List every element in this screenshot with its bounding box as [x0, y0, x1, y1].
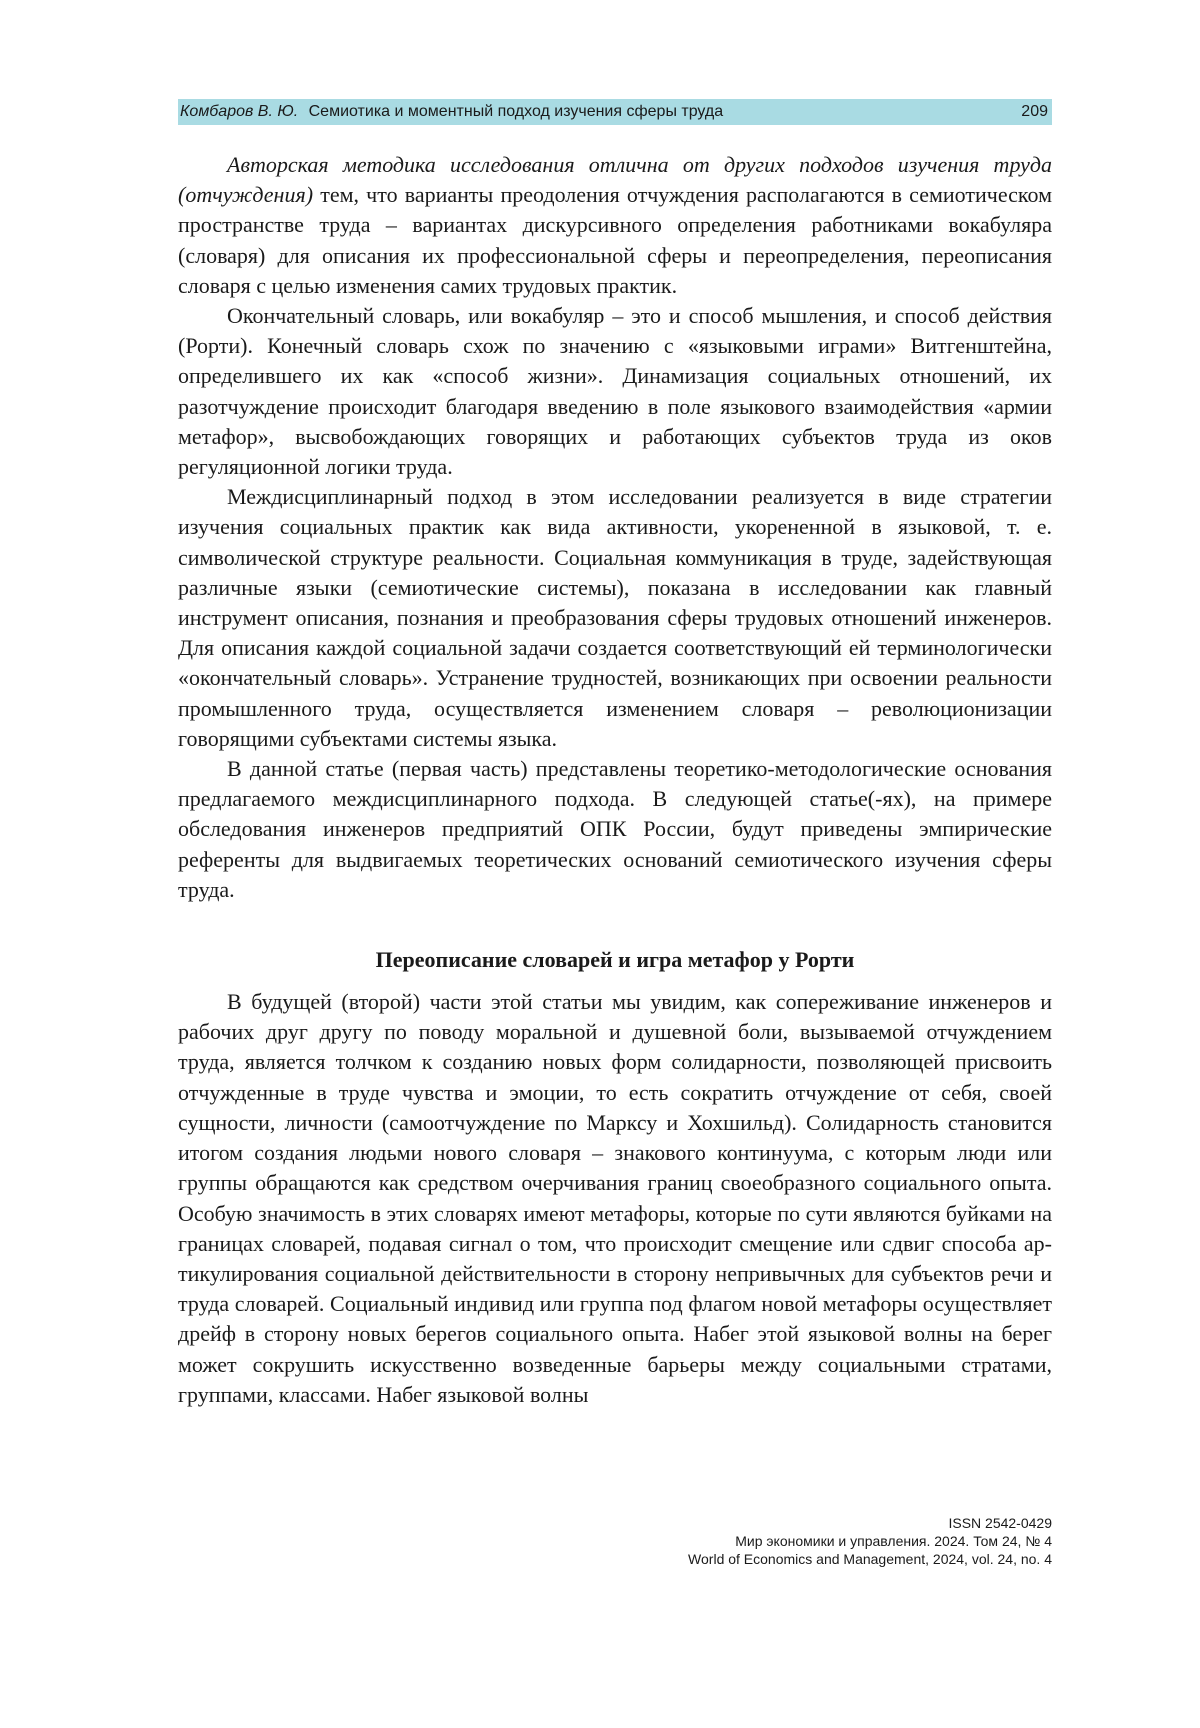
paragraph-5: В будущей (второй) части этой статьи мы увидим, как сопереживание инженеров и рабочих друг другу по поводу моральной и душевной боли, вызываемой отчуждением труда, является толчком к созданию новых форм солидарности, позволяющей присвоить отчужденные в труде чувства и эмоции, то есть сократить отчуждение от себя, своей сущности, личности (самоотчуждение по Марксу и Хохшильд). Солидарность становится итогом создания людьми нового словаря – знакового континуума, с которым люди или группы обращаются как средством очерчивания границ своеобразного социального опыта. Особую значимость в этих словарях имеют метафоры, которые по сути являются буйками на границах словарей, подавая сигнал о том, что происходит смещение или сдвиг способа артикулирования социальной действительности в сторону непривычных для субъектов речи и труда словарей. Социальный индивид или группа под флагом новой метафоры осуществляет дрейф в сторону новых берегов социального опыта. Набег этой языковой волны на берег может сокрушить искусственно возведенные барьеры между социальными стратами, группами, классами. Набег языковой волны	[178, 989, 1052, 1407]
running-head-left	[180, 103, 723, 121]
running-head	[178, 99, 1052, 125]
journal-footer	[688, 1514, 1052, 1568]
footer-journal-en: World of Economics and Management, 2024, vol. 24, no. 4	[688, 1551, 1052, 1567]
page-number: 209	[1021, 103, 1048, 120]
paragraph-3: Междисциплинарный подход в этом исследовании реализуется в виде стратегии изучения социальных практик как вида активности, укорененной в языковой, т. е. символической структуре реальности. Социальная коммуникация в труде, задействующая различные языки (семиотические системы), показана в исследовании как главный инструмент описания, познания и преобразования сферы трудовых отношений инженеров. Для описания каждой социальной задачи создается соответствующий ей терминологически «окончательный словарь». Устранение трудностей, возникающих при освоении реальности промышленного труда, осуществляется изменением словаря – революционизации говорящими субъектами системы языка.	[178, 484, 1052, 751]
paragraph-2: Окончательный словарь, или вокабуляр – это и способ мышления, и способ действия (Рорти). Конечный словарь схож по значению с «языковыми играми» Витгенштейна, определившего их как «способ жизни». Динамизация социальных отношений, их разотчуждение происходит благодаря введению в поле языкового взаимодействия «армии метафор», высвобождающих говорящих и работающих субъектов труда из оков регуляционной логики труда.	[178, 303, 1052, 480]
paragraph-1-emphasis: Авторская методика исследования отлична от других подходов изучения труда (отчуждения)	[178, 152, 1052, 208]
paragraph-1-rest: тем, что варианты преодоления отчуждения располагаются в семиотическом пространстве труда – вариантах дискурсивного определения работниками вокабуляра (словаря) для описания их профессиональной сферы и переопределения, переописания словаря с целью изменения самих трудовых практик.	[178, 182, 1052, 298]
paragraph-4: В данной статье (первая часть) представлены теоретико-методологические основания предлагаемого междисциплинарного подхода. В следующей статье(-ях), на примере обследования инженеров предприятий ОПК России, будут приведены эмпирические референты для выдвигаемых теоретических оснований семиотического изучения сферы труда.	[178, 756, 1052, 902]
running-head-author: Комбаров В. Ю.	[180, 103, 299, 120]
footer-journal-ru: Мир экономики и управления. 2024. Том 24, № 4	[735, 1533, 1052, 1549]
footer-issn: ISSN 2542-0429	[948, 1515, 1052, 1531]
section-heading: Переописание словарей и игра метафор у Рорти	[375, 947, 855, 973]
running-head-title: Семиотика и моментный подход изучения сферы труда	[308, 103, 724, 120]
article-body	[178, 150, 1052, 1410]
paragraph-1	[178, 150, 1052, 301]
